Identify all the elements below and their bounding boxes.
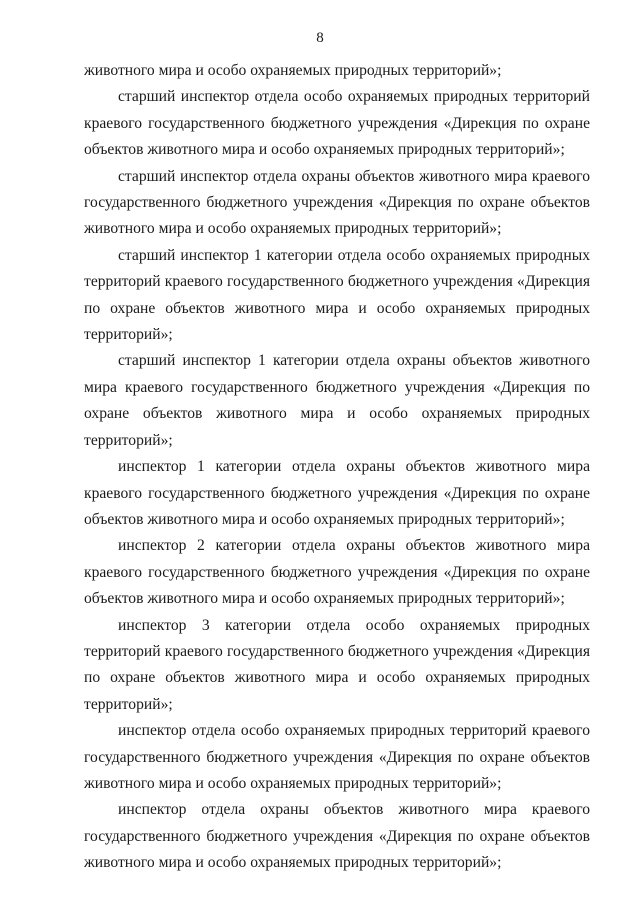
paragraph: старший инспектор 1 категории отдела охраны объектов животного мира краевого государственного бюджетного учреждения «Дирекция по охране объектов животного мира и особо охраняемых природных территорий»;	[84, 352, 590, 449]
document-body	[84, 58, 590, 877]
paragraph: инспектор 3 категории отдела особо охраняемых природных территорий краевого государственного бюджетного учреждения «Дирекция по охране объектов животного мира и особо охраняемых природных территорий»;	[84, 616, 590, 713]
paragraph: инспектор 1 категории отдела охраны объектов животного мира краевого государственного бюджетного учреждения «Дирекция по охране объектов животного мира и особо охраняемых природных территорий»;	[84, 458, 590, 528]
paragraph: инспектор отдела особо охраняемых природных территорий краевого государственного бюджетного учреждения «Дирекция по охране объектов животного мира и особо охраняемых природных территорий»;	[84, 722, 590, 792]
paragraph: инспектор отдела охраны объектов животного мира краевого государственного бюджетного учреждения «Дирекция по охране объектов животного мира и особо охраняемых природных территорий»;	[84, 801, 590, 872]
paragraph-continuation: животного мира и особо охраняемых природных территорий»;	[84, 62, 502, 79]
paragraph: старший инспектор 1 категории отдела особо охраняемых природных территорий краевого государственного бюджетного учреждения «Дирекция по охране объектов животного мира и особо охраняемых природных территорий»;	[84, 246, 590, 344]
paragraph: инспектор 2 категории отдела охраны объектов животного мира краевого государственного бюджетного учреждения «Дирекция по охране объектов животного мира и особо охраняемых природных территорий»;	[84, 537, 590, 608]
paragraph: старший инспектор отдела особо охраняемых природных территорий краевого государственного бюджетного учреждения «Дирекция по охране объектов животного мира и особо охраняемых природных территорий»;	[84, 88, 590, 159]
page-number: 8	[316, 30, 324, 46]
paragraph: старший инспектор отдела охраны объектов животного мира краевого государственного бюджетного учреждения «Дирекция по охране объектов животного мира и особо охраняемых природных территорий»;	[84, 167, 590, 238]
